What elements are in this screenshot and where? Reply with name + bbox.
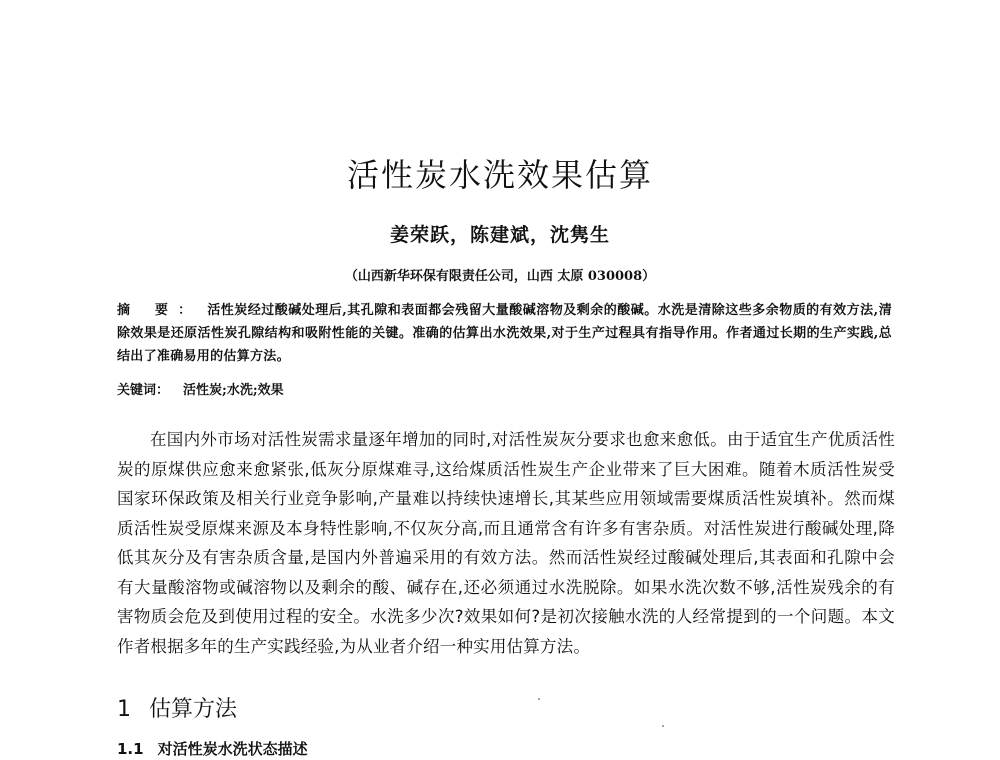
abstract-label: 摘 要： [117, 303, 202, 318]
subsection-title: 对活性炭水洗状态描述 [157, 740, 308, 758]
paper-title: 活性炭水洗效果估算 [346, 156, 653, 194]
subsection-heading-1-1 [117, 738, 308, 759]
paper-authors: 姜荣跃，陈建斌，沈隽生 [389, 224, 610, 246]
section-title: 估算方法 [149, 697, 238, 722]
scan-speck [538, 698, 540, 700]
intro-paragraph: 在国内外市场对活性炭需求量逐年增加的同时,对活性炭灰分要求也愈来愈低。由于适宜生产优质活性炭的原煤供应愈来愈紧张,低灰分原煤难寻,这给煤质活性炭生产企业带来了巨大困难。随着木质活性炭受国家环保政策及相关行业竞争影响,产量难以持续快速增长,其某些应用领域需要煤质活性炭填补。然而煤质活性炭受原煤来源及本身特性影响,不仅灰分高,而且通常含有许多有害杂质。对活性炭进行酸碱处理,降低其灰分及有害杂质含量,是国内外普遍采用的有效方法。然而活性炭经过酸碱处理后,其表面和孔隙中会有大量酸溶物或碱溶物以及剩余的酸、碱存在,还必须通过水洗脱除。如果水洗次数不够,活性炭残余的有害物质会危及到使用过程的安全。水洗多少次?效果如何?是初次接触水洗的人经常提到的一个问题。本文作者根据多年的生产实践经验,为从业者介绍一种实用估算方法。 [117, 430, 895, 656]
subsection-number: 1.1 [117, 740, 144, 758]
abstract-block [117, 299, 892, 368]
paper-affiliation: （山西新华环保有限责任公司，山西 太原 030008） [344, 269, 656, 284]
keywords-block [117, 381, 892, 401]
keywords-text: 活性炭;水洗;效果 [183, 383, 284, 398]
section-heading-1 [117, 692, 237, 723]
section-number: 1 [117, 697, 131, 722]
keywords-label: 关键词： [117, 383, 170, 398]
abstract-text: 活性炭经过酸碱处理后,其孔隙和表面都会残留大量酸碱溶物及剩余的酸碱。水洗是清除这些多余物质的有效方法,清除效果是还原活性炭孔隙结构和吸附性能的关键。准确的估算出水洗效果,对于生产过程具有指导作用。作者通过长期的生产实践,总结出了准确易用的估算方法。 [117, 303, 892, 364]
scan-speck [662, 725, 664, 727]
